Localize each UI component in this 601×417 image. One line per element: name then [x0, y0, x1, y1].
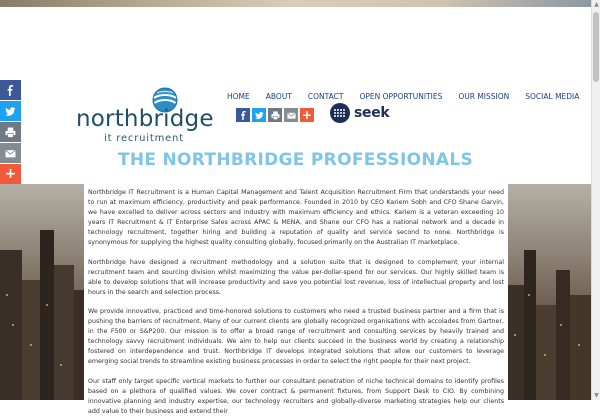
twitter-link[interactable]: [252, 108, 266, 122]
northbridge-logo[interactable]: [76, 86, 214, 146]
facebook-link[interactable]: [236, 108, 250, 122]
main-nav: [222, 92, 584, 101]
logo-wordmark: northbridge: [76, 106, 214, 132]
top-banner-image: [0, 0, 591, 7]
nav-contact[interactable]: CONTACT: [307, 92, 344, 101]
nav-about[interactable]: ABOUT: [265, 92, 292, 101]
content-paragraph: Our staff only target specific vertical markets to further our consultant penetration of niche technical domains to identify profiles based on a plethora of qualified values. We cover contract & permanent fixtures, from Support Desk to CIO. By combining innovative planning and industry expertise, our technology recruiters and globally-diverse marketing strategies help our clients add value to their business and extend their: [88, 377, 504, 415]
email-link[interactable]: [284, 108, 298, 122]
print-icon: [5, 127, 16, 138]
header-social-icons: [236, 108, 314, 122]
content-paragraph: We provide innovative, practiced and time-honored solutions to customers who need a trusted business partner and a firm that is pushing the barriers of recruitment. Many of our current clients are globally recognized organisations with accolades from Gartner, in the F500 or S&P200. Our mission is to offer a broad range of recruitment and consulting services by heavily trained and technology savvy recruitment individuals. We aim to help our clients succeed in the business world by creating a relationship fostered on interdependence and trust. Northbridge IT develops integrated solutions that allow our customers to leverage emerging social trends to streamline existing business processes in order to select the right people for their next project.: [88, 307, 504, 366]
more-share-link[interactable]: [300, 108, 314, 122]
seek-link[interactable]: [330, 103, 389, 123]
content-paragraph: Northbridge IT Recruitment is a Human Capital Management and Talent Acquisition Recruitment Firm that understands your need to run at maximum efficiency, productivity and peak performance. Founded in 2010 by CEO Kariem Sobh and CFO Shane Garvin, we have excelled to deliver across sectors and industry with maximum efficiency and ethics. Kariem is a veteran exceeding 10 years IT Recruitment & IT Enterprise Sales across APAC & MENA, and Shane our CFO has a national network and a decade in technology recruitment, together hiring and building a reputation of quality and service second to none. Northbridge is synonymous for supplying the highest quality consulting globally, focused primarily on the Australian IT marketplace.: [88, 189, 504, 247]
print-icon: [271, 111, 280, 120]
content-paragraph: Northbridge have designed a recruitment methodology and a solution suite that is designed to complement your internal recruitment team and sourcing division whilst maximizing the value per-dollar-spend for our services. Our highly skilled team is able to develop solutions that will increase productivity and save you potential lost revenue, loss of intellectual property and lost hours in the search and selection process.: [88, 258, 504, 296]
logo-tagline: it recruitment: [104, 133, 184, 144]
plus-icon: +: [301, 108, 313, 122]
email-icon: [287, 111, 296, 120]
share-twitter-button[interactable]: [0, 101, 21, 121]
twitter-icon: [255, 111, 264, 120]
twitter-icon: [5, 106, 16, 117]
scrollbar-thumb[interactable]: [593, 12, 599, 82]
seek-logo-icon: [330, 103, 350, 123]
page-scrollbar[interactable]: [591, 0, 600, 400]
share-facebook-button[interactable]: [0, 80, 21, 100]
about-content-panel: [84, 184, 508, 415]
nav-home[interactable]: HOME: [227, 92, 250, 101]
nav-open-opportunities[interactable]: OPEN OPPORTUNITIES: [359, 92, 443, 101]
scroll-up-arrow-icon[interactable]: ▲: [594, 1, 599, 8]
facebook-icon: [239, 111, 248, 120]
plus-icon: +: [4, 166, 17, 182]
share-print-button[interactable]: [0, 122, 21, 142]
page-title: THE NORTHBRIDGE PROFESSIONALS: [117, 150, 474, 170]
seek-wordmark: seek: [354, 105, 390, 121]
facebook-icon: [5, 85, 16, 96]
nav-social-media[interactable]: SOCIAL MEDIA: [525, 92, 580, 101]
nav-our-mission[interactable]: OUR MISSION: [458, 92, 510, 101]
scroll-down-arrow-icon[interactable]: ▼: [594, 392, 599, 399]
print-link[interactable]: [268, 108, 282, 122]
